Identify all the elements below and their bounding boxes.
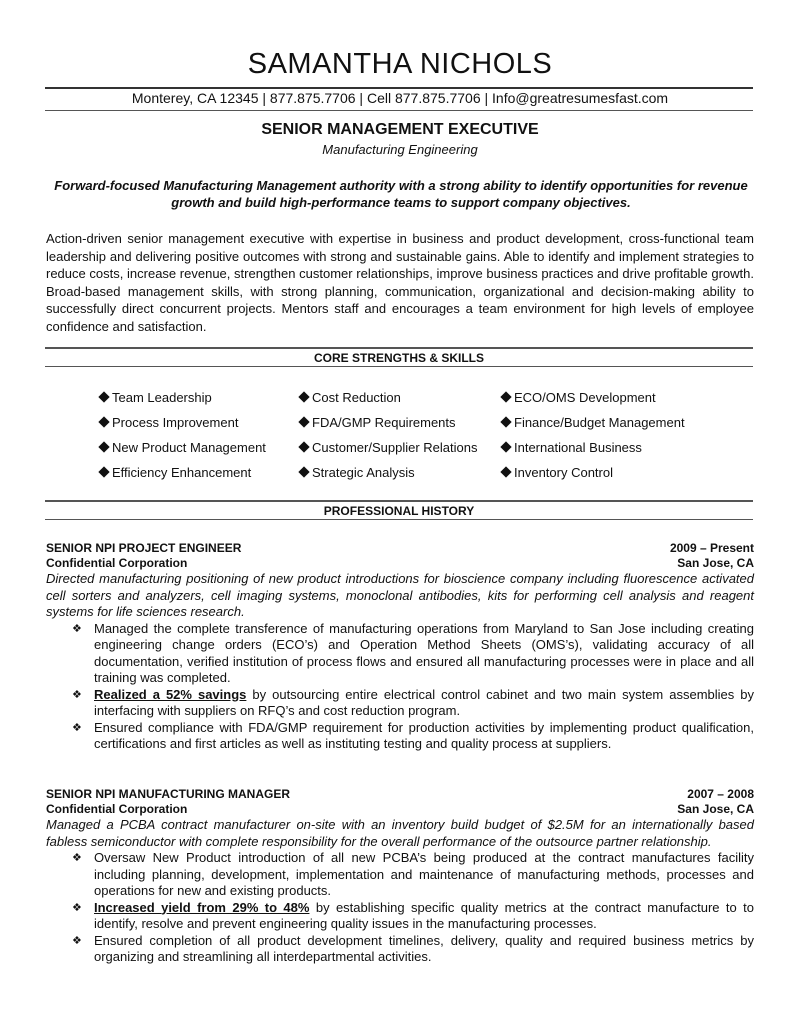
skills-row xyxy=(100,415,750,440)
contact-line: Monterey, CA 12345 | 877.875.7706 | Cell 877.875.7706 | Info@greatresumesfast.com xyxy=(131,90,669,106)
skill-item: Customer/Supplier Relations xyxy=(300,440,477,455)
section-title: PROFESSIONAL HISTORY xyxy=(323,504,475,518)
history-section-header xyxy=(45,500,753,520)
achievement-item: ❖ Ensured compliance with FDA/GMP requirement for production activities by implementing product qualification, certifications and first articles as well as instituting testing and quality process at suppliers. xyxy=(72,719,754,751)
summary-paragraph: Action-driven senior management executive with expertise in business and product development, cross-functional team leadership and delivering positive outcomes with strong and sustainable gains. Able to identify and implement strategies to reduce costs, increase revenue, strengthen customer relationships, improve business practices and drive profitable growth. Broad-based management skills, with strong planning, communication, organizational and decision-making ability to successfully direct concurrent projects. Mentors staff and encourages a team environment for high levels of employee confidence and satisfaction. xyxy=(46,231,754,334)
diamond-outline-bullet-icon: ❖ xyxy=(72,852,82,864)
skills-row xyxy=(100,390,750,415)
candidate-name: SAMANTHA NICHOLS xyxy=(247,48,553,80)
diamond-bullet-icon xyxy=(298,416,309,427)
skills-row xyxy=(100,465,750,490)
diamond-outline-bullet-icon: ❖ xyxy=(72,901,82,914)
subheadline: Manufacturing Engineering xyxy=(322,142,478,157)
job-title: SENIOR NPI MANUFACTURING MANAGER xyxy=(46,787,291,801)
diamond-bullet-icon xyxy=(98,416,109,427)
achievement-item: ❖ Realized a 52% savings by outsourcing entire electrical control cabinet and two main system assemblies by interfacing with suppliers on RFQ’s and cost reduction program. xyxy=(72,686,754,718)
tagline: Forward-focused Manufacturing Management authority with a strong ability to identify opportunities for revenue growth and build high-performance teams to support company objectives. xyxy=(54,178,748,210)
skill-item: Process Improvement xyxy=(100,415,238,430)
skill-item: New Product Management xyxy=(100,440,266,455)
job-description: Directed manufacturing positioning of new product introductions for bioscience company including fluorescence activated cell sorters and analyzers, cell imaging systems, monoclonal antibodies, kits for performing cell analysis and reagent systems for life sciences research. xyxy=(46,571,754,619)
diamond-bullet-icon xyxy=(98,441,109,452)
diamond-bullet-icon xyxy=(500,441,511,452)
header-rule xyxy=(45,87,753,89)
job-description: Managed a PCBA contract manufacturer on-site with an inventory build budget of $2.5M for an internationally based fabless semiconductor with complete responsibility for the overall performance of the outsource partner relationship. xyxy=(46,817,754,849)
diamond-bullet-icon xyxy=(98,466,109,477)
diamond-bullet-icon xyxy=(98,391,109,402)
headline: SENIOR MANAGEMENT EXECUTIVE xyxy=(261,121,539,138)
achievement-list xyxy=(46,621,754,753)
skill-item: Efficiency Enhancement xyxy=(100,465,251,480)
skill-item: Cost Reduction xyxy=(300,390,401,405)
achievement-highlight: Realized a 52% savings xyxy=(94,686,247,702)
achievement-highlight: Increased yield from 29% to 48% xyxy=(94,899,310,915)
job-dates: 2007 – 2008 xyxy=(687,787,754,801)
company-name: Confidential Corporation xyxy=(46,802,188,816)
diamond-bullet-icon xyxy=(298,391,309,402)
contact-rule xyxy=(45,110,753,111)
section-title: CORE STRENGTHS & SKILLS xyxy=(313,351,484,365)
diamond-bullet-icon xyxy=(500,391,511,402)
job-title: SENIOR NPI PROJECT ENGINEER xyxy=(46,541,242,555)
skills-row xyxy=(100,440,750,465)
company-name: Confidential Corporation xyxy=(46,556,188,570)
achievement-item: ❖ Increased yield from 29% to 48% by establishing specific quality metrics at the contract manufacture to to identify, resolve and prevent engineering quality issues in the manufacturing processes. xyxy=(72,899,754,931)
achievement-list xyxy=(46,850,754,966)
skill-item: Inventory Control xyxy=(502,465,613,480)
diamond-outline-bullet-icon: ❖ xyxy=(72,934,82,947)
diamond-outline-bullet-icon: ❖ xyxy=(72,688,82,701)
skill-item: ECO/OMS Development xyxy=(502,390,656,405)
skill-item: FDA/GMP Requirements xyxy=(300,415,456,430)
diamond-outline-bullet-icon: ❖ xyxy=(72,622,82,635)
job-entry xyxy=(46,787,754,966)
achievement-item: ❖ Oversaw New Product introduction of all new PCBA’s being produced at the contract manufactures facility including planning, development, implementation and maintenance of manufacturing methods, processes and operations for new and existing products. xyxy=(72,850,754,898)
skills-section-header xyxy=(45,347,753,367)
skills-grid xyxy=(100,390,750,490)
diamond-bullet-icon xyxy=(500,416,511,427)
diamond-bullet-icon xyxy=(500,466,511,477)
job-location: San Jose, CA xyxy=(677,556,754,570)
skill-item: Strategic Analysis xyxy=(300,465,415,480)
job-location: San Jose, CA xyxy=(677,802,754,816)
skill-item: Team Leadership xyxy=(100,390,212,405)
skill-item: Finance/Budget Management xyxy=(502,415,685,430)
achievement-item: ❖ Managed the complete transference of manufacturing operations from Maryland to San Jose including creating engineering change orders (ECO’s) and Operation Method Sheets (OMS’s), validating accuracy of all documentation, verified institution of process flows and ensured all manufacturing processes were in place and all training was completed. xyxy=(72,620,754,685)
diamond-outline-bullet-icon: ❖ xyxy=(72,721,82,734)
diamond-bullet-icon xyxy=(298,441,309,452)
achievement-item: ❖ Ensured completion of all product development timelines, delivery, quality and required business metrics by organizing and streamlining all interdepartmental activities. xyxy=(72,932,754,964)
skill-item: International Business xyxy=(502,440,642,455)
job-entry xyxy=(46,541,754,753)
job-dates: 2009 – Present xyxy=(669,541,754,555)
diamond-bullet-icon xyxy=(298,466,309,477)
